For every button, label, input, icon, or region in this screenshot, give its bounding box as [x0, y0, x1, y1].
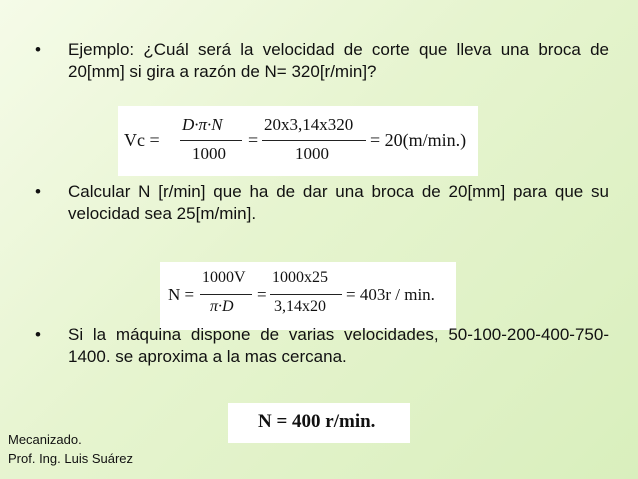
- formula-denominator: π·D: [210, 298, 234, 315]
- formula-final-result: [228, 403, 410, 443]
- formula-result: = 20(m/min.): [370, 130, 467, 150]
- formula-numerator-values: 1000x25: [272, 269, 328, 286]
- formula-lhs: Vc =: [124, 130, 160, 150]
- fraction-bar: [270, 294, 342, 295]
- fraction-bar: [262, 140, 366, 141]
- bullet-text-speeds: Si la máquina dispone de varias velocidades, 50-100-200-400-750-1400. se aproxima a la mas cercana.: [68, 325, 609, 366]
- formula-numerator-values: 20x3,14x320: [264, 115, 354, 134]
- formula-numerator: 1000V: [202, 269, 246, 286]
- footer-author: Prof. Ing. Luis Suárez: [8, 451, 134, 466]
- formula-result: = 403r / min.: [346, 285, 435, 304]
- formula-cutting-speed: [118, 106, 478, 176]
- formula-numerator: D·π·N: [182, 115, 223, 134]
- formula-rpm: [160, 262, 456, 330]
- bullet-text-example: Ejemplo: ¿Cuál será la velocidad de corte que lleva una broca de 20[mm] si gira a razón de N= 320[r/min]?: [68, 40, 609, 81]
- bullet-text-calculate: Calcular N [r/min] que ha de dar una broca de 20[mm] para que su velocidad sea 25[m/min].: [68, 182, 609, 223]
- fraction-bar: [180, 140, 242, 141]
- footer-course: Mecanizado.: [8, 432, 82, 447]
- formula-lhs: N =: [168, 285, 195, 304]
- formula-denominator-values: 3,14x20: [274, 298, 326, 315]
- formula-denominator: 1000: [192, 144, 226, 163]
- footer: [8, 430, 133, 468]
- formula-denominator-values: 1000: [295, 144, 329, 163]
- fraction-bar: [200, 294, 252, 295]
- bullet-symbol: •: [35, 325, 41, 344]
- bullet-symbol: •: [35, 40, 41, 59]
- formula-equals: =: [248, 130, 259, 150]
- bullet-symbol: •: [35, 182, 41, 201]
- formula-final-text: N = 400 r/min.: [258, 411, 376, 432]
- formula-equals: =: [257, 285, 267, 304]
